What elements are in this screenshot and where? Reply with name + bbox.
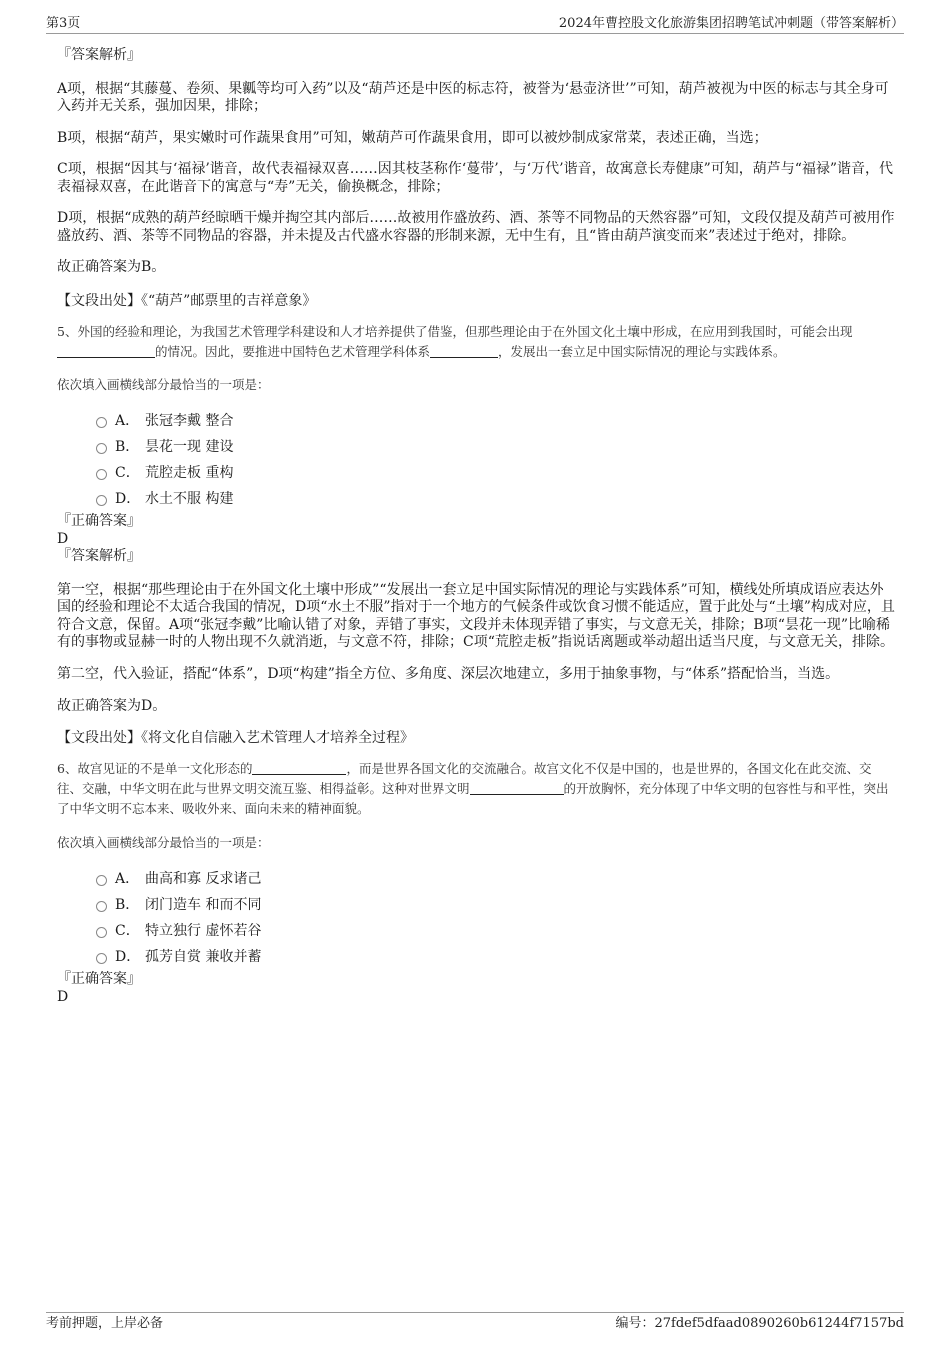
q6-blank-1 xyxy=(252,761,346,775)
page-header xyxy=(46,14,904,34)
q5-prompt: 依次填入画横线部分最恰当的一项是： xyxy=(57,377,270,392)
footer-slogan: 考前押题，上岸必备 xyxy=(46,1316,164,1331)
q5-answer-label: 『正确答案』 xyxy=(57,513,141,529)
q6-blank-2 xyxy=(470,781,564,795)
page-footer xyxy=(46,1312,904,1335)
q6-option-d[interactable]: D． 孤芳自赏 兼收并蓄 xyxy=(57,944,895,970)
q5-stem: 5、外国的经验和理论，为我国艺术管理学科建设和人才培养提供了借鉴，但那些理论由于在外国文化土壤中形成，在应用到我国时，可能会出现的情况。因此，要推进中国特色艺术管理学科体系 ，发展出一套立足中国实际情况的理论与实践体系。 xyxy=(57,324,853,359)
q5-option-d[interactable]: D． 水土不服 构建 xyxy=(57,486,895,512)
q5-options xyxy=(57,408,895,512)
q5-analysis-2: 第二空，代入验证，搭配“体系”，D项“构建”指全方位、多角度、深层次地建立，多用于抽象事物，与“体系”搭配恰当，当选。 xyxy=(57,665,840,682)
radio-icon[interactable] xyxy=(96,927,107,938)
q6-prompt: 依次填入画横线部分最恰当的一项是： xyxy=(57,835,270,850)
q6-option-c[interactable]: C． 特立独行 虚怀若谷 xyxy=(57,918,895,944)
radio-icon[interactable] xyxy=(96,417,107,428)
q5-answer: D xyxy=(57,530,69,547)
q6-options xyxy=(57,866,895,970)
q4-conclusion: 故正确答案为B。 xyxy=(57,259,166,275)
q6-answer-label: 『正确答案』 xyxy=(57,971,141,987)
q6-answer: D xyxy=(57,988,69,1005)
q5-blank-2 xyxy=(430,344,498,358)
radio-icon[interactable] xyxy=(96,443,107,454)
q4-analysis-d: D项，根据“成熟的葫芦经晾晒干燥并掏空其内部后……故被用作盛放药、酒、茶等不同物品的天然容器”可知，文段仅提及葫芦可被用作盛放药、酒、茶等不同物品的容器，并未提及古代盛水容器的形制来源，无中生有，且“皆由葫芦演变而来”表述过于绝对，排除。 xyxy=(57,210,895,244)
q6-option-b[interactable]: B． 闭门造车 和而不同 xyxy=(57,892,895,918)
radio-icon[interactable] xyxy=(96,953,107,964)
q5-blank-1 xyxy=(57,344,155,358)
q4-analysis-c: C项，根据“因其与‘福禄’谐音，故代表福禄双喜……因其枝茎称作‘蔓带’，与‘万代’谐音，故寓意长寿健康”可知，葫芦与“福禄”谐音，代表福禄双喜，在此谐音下的寓意与“寿”无关，偷换概念，排除； xyxy=(57,161,894,195)
q5-analysis-label: 『答案解析』 xyxy=(57,548,141,564)
radio-icon[interactable] xyxy=(96,901,107,912)
q4-analysis-label: 『答案解析』 xyxy=(57,47,141,63)
q5-source: 【文段出处】《将文化自信融入艺术管理人才培养全过程》 xyxy=(57,729,414,746)
q6-stem: 6、故宫见证的不是单一文化形态的 ，而是世界各国文化的交流融合。故宫文化不仅是中国的，也是世界的，各国文化在此交流、交往、交融，中华文明在此与世界文明交流互鉴、相得益彰。这种对世界文明 的开放胸怀，充分体现了中华文明的包容性与和平性，突出了中华文明不忘本来、吸收外来、面向未来的精神面貌。 xyxy=(57,761,889,816)
radio-icon[interactable] xyxy=(96,469,107,480)
q5-analysis-1: 第一空，根据“那些理论由于在外国文化土壤中形成”“发展出一套立足中国实际情况的理论与实践体系”可知，横线处所填成语应表达外国的经验和理论不太适合我国的情况，D项“水土不服”指对于一个地方的气候条件或饮食习惯不能适应，置于此处与“土壤”构成对应，且符合文意，保留。A项“张冠李戴”比喻认错了对象，弄错了事实，文段并未体现弄错了事实，与文意无关，排除；B项“昙花一现”比喻稀有的事物或显赫一时的人物出现不久就消逝，与文意不符，排除；C项“荒腔走板”指说话离题或举动超出适当尺度，与文意无关，排除。 xyxy=(57,581,895,650)
page-number: 第3页 xyxy=(46,16,81,31)
q4-analysis-a: A项，根据“其藤蔓、卷须、果瓤等均可入药”以及“葫芦还是中医的标志符，被誉为‘悬壶济世’”可知，葫芦被视为中医的标志与其全身可入药并无关系，强加因果，排除； xyxy=(57,80,889,114)
page-content xyxy=(57,47,895,1006)
q4-source: 【文段出处】《“葫芦”邮票里的吉祥意象》 xyxy=(57,292,317,309)
document-title: 2024年曹控股文化旅游集团招聘笔试冲刺题（带答案解析） xyxy=(558,16,904,31)
q5-conclusion: 故正确答案为D。 xyxy=(57,698,167,714)
q5-option-b[interactable]: B． 昙花一现 建设 xyxy=(57,434,895,460)
radio-icon[interactable] xyxy=(96,495,107,506)
q6-option-a[interactable]: A． 曲高和寡 反求诸己 xyxy=(57,866,895,892)
q5-option-c[interactable]: C． 荒腔走板 重构 xyxy=(57,460,895,486)
radio-icon[interactable] xyxy=(96,875,107,886)
q4-analysis-b: B项，根据“葫芦，果实嫩时可作蔬果食用”可知，嫩葫芦可作蔬果食用，即可以被炒制成家常菜，表述正确，当选； xyxy=(57,129,768,146)
footer-code: 编号：27fdef5dfaad0890260b61244f7157bd xyxy=(615,1316,904,1331)
q5-option-a[interactable]: A． 张冠李戴 整合 xyxy=(57,408,895,434)
